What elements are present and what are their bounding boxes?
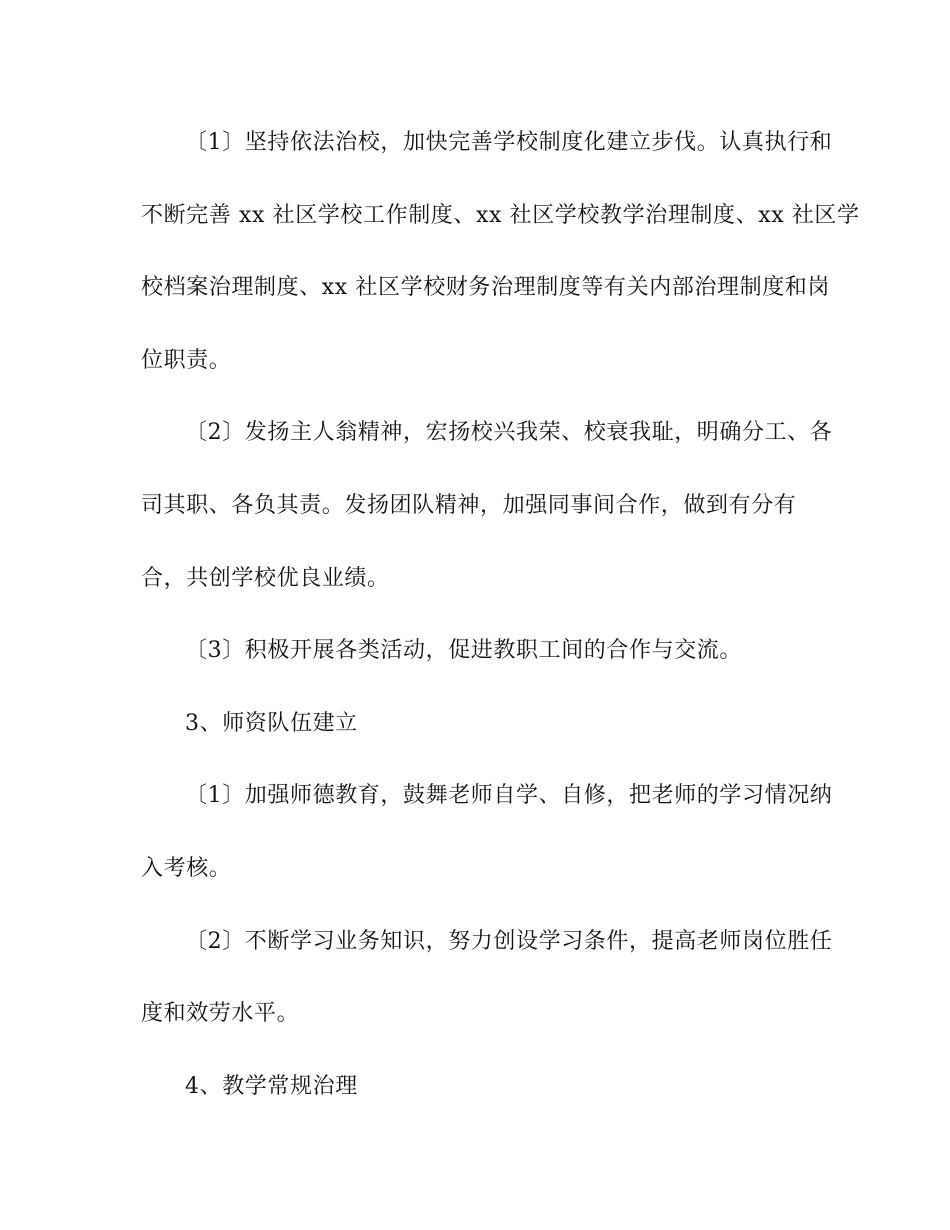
- paragraph-line: 校档案治理制度、xx 社区学校财务治理制度等有关内部治理制度和岗: [141, 275, 831, 301]
- paragraph-line: 〔2〕发扬主人翁精神，宏扬校兴我荣、校衰我耻，明确分工、各: [185, 420, 833, 446]
- section-heading: 3、师资队伍建立: [185, 710, 358, 736]
- paragraph-line: 〔1〕加强师德教育，鼓舞老师自学、自修，把老师的学习情况纳: [185, 783, 833, 809]
- paragraph-line: 〔2〕不断学习业务知识，努力创设学习条件，提高老师岗位胜任: [185, 928, 833, 954]
- section-heading: 4、教学常规治理: [185, 1073, 358, 1099]
- paragraph-line: 位职责。: [141, 347, 232, 373]
- paragraph-line: 司其职、各负其责。发扬团队精神，加强同事间合作，做到有分有: [141, 492, 797, 518]
- paragraph-line: 入考核。: [141, 855, 232, 881]
- paragraph-line: 合，共创学校优良业绩。: [141, 565, 390, 591]
- paragraph-line: 〔3〕积极开展各类活动，促进教职工间的合作与交流。: [185, 638, 742, 664]
- paragraph-line: 度和效劳水平。: [141, 1001, 300, 1027]
- paragraph-line: 〔1〕坚持依法治校，加快完善学校制度化建立步伐。认真执行和: [185, 130, 833, 155]
- paragraph-line: 不断完善 xx 社区学校工作制度、xx 社区学校教学治理制度、xx 社区学: [141, 202, 860, 228]
- document-body: [141, 123, 860, 1139]
